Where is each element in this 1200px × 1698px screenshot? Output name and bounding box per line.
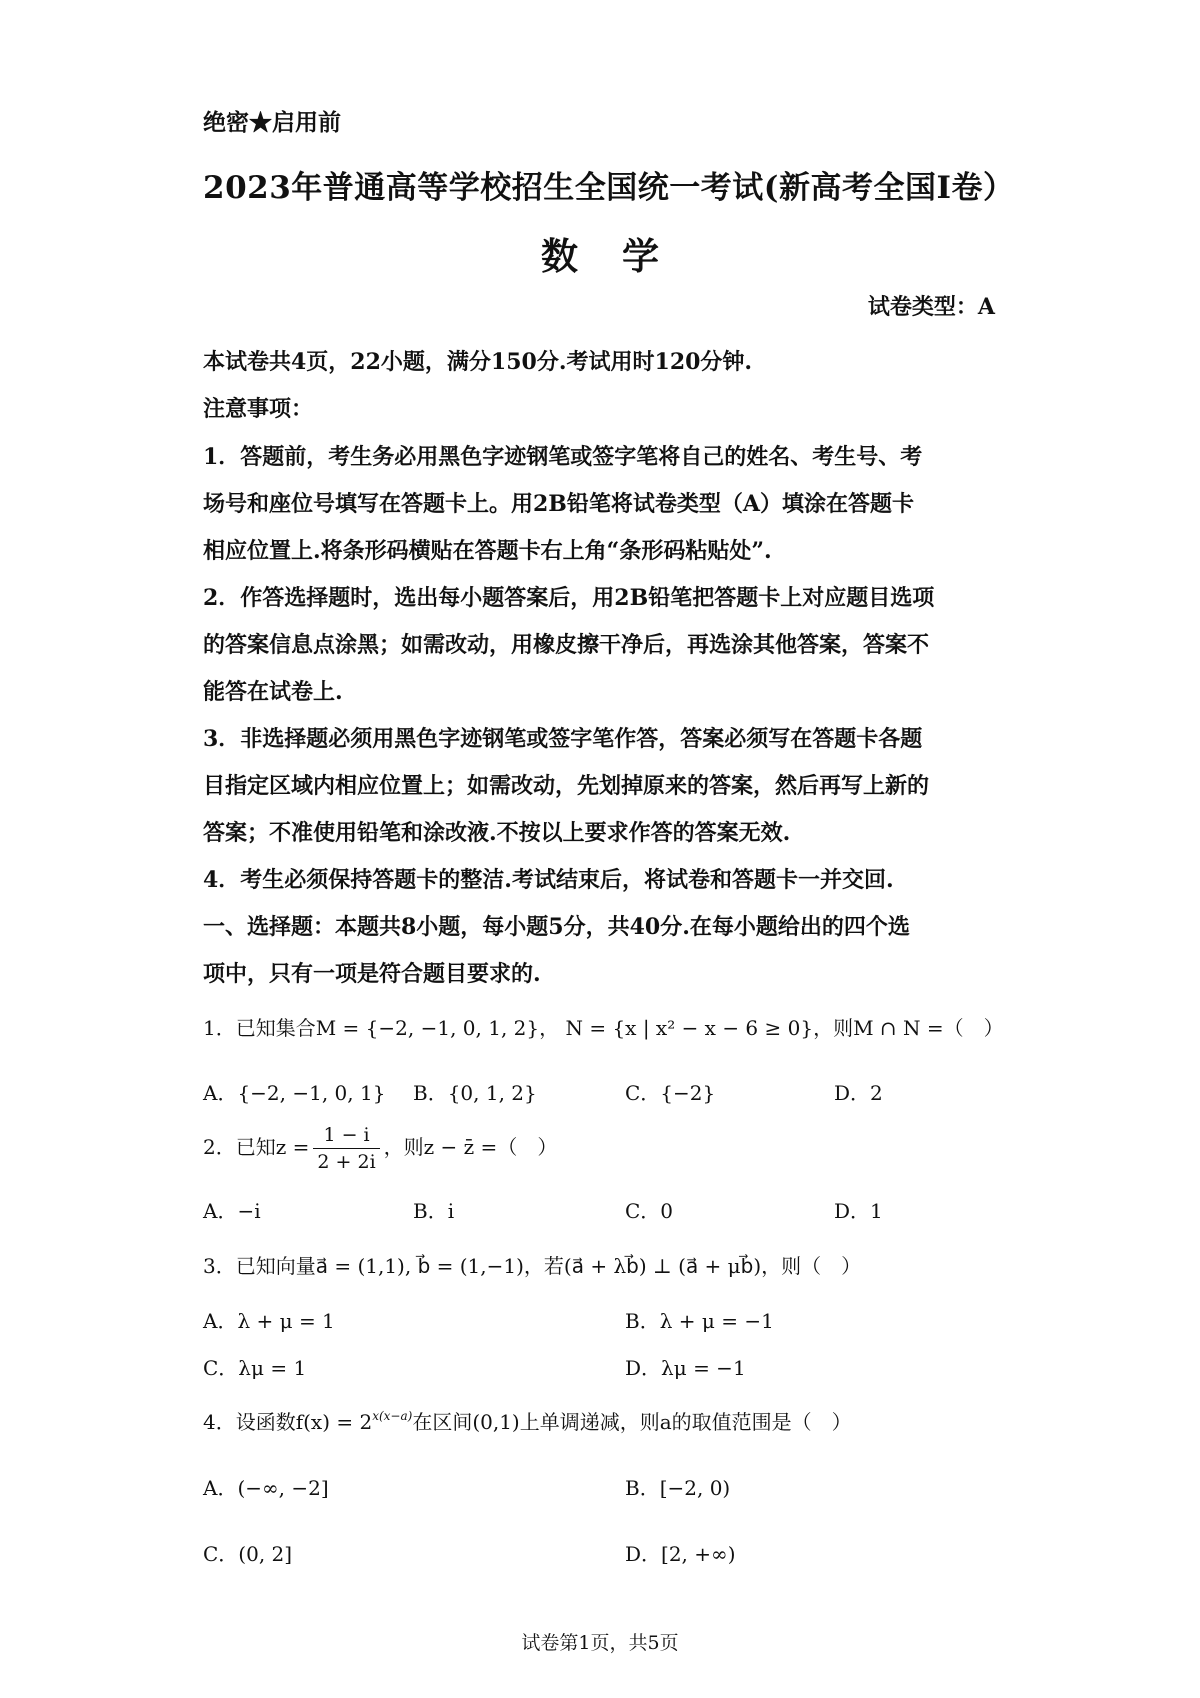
question-4-suffix: 在区间(0,1)上单调递减，则a的取值范围是（ ） [412, 1410, 852, 1434]
question-3-stem: 3．已知向量a⃗ = (1,1), b⃗ = (1,−1)，若(a⃗ + λb⃗) ⊥ (a⃗ + μb⃗)，则（ ） [203, 1254, 862, 1278]
question-3-option-c: C．λμ = 1 [203, 1356, 307, 1380]
fraction-numerator: 1 − i [313, 1124, 379, 1149]
question-2-option-d: D．1 [834, 1199, 883, 1223]
instruction-2-line-2: 的答案信息点涂黑；如需改动，用橡皮擦干净后，再选涂其他答案，答案不 [203, 632, 930, 658]
question-4-option-d: D．[2, +∞) [625, 1542, 736, 1566]
question-3-option-a: A．λ + μ = 1 [203, 1309, 335, 1333]
question-4-stem [203, 1406, 852, 1435]
section-heading-line-2: 项中，只有一项是符合题目要求的. [203, 961, 541, 987]
instruction-2-line-3: 能答在试卷上. [203, 679, 343, 705]
instruction-1-line-2: 场号和座位号填写在答题卡上。用2B铅笔将试卷类型（A）填涂在答题卡 [203, 491, 914, 517]
instruction-4-line-1: 4．考生必须保持答题卡的整洁.考试结束后，将试卷和答题卡一并交回. [203, 867, 894, 893]
question-2-fraction [313, 1124, 379, 1173]
confidential-label: 绝密★启用前 [203, 109, 341, 136]
instruction-3-line-2: 目指定区域内相应位置上；如需改动，先划掉原来的答案，然后再写上新的 [203, 773, 930, 799]
question-4-prefix: 4．设函数f(x) = 2 [203, 1410, 373, 1434]
question-2-stem [203, 1124, 557, 1173]
question-1-option-c: C．{−2} [625, 1081, 716, 1105]
question-4-option-b: B．[−2, 0) [625, 1476, 731, 1500]
instruction-3-line-3: 答案；不准使用铅笔和涂改液.不按以上要求作答的答案无效. [203, 820, 791, 846]
question-4-option-a: A．(−∞, −2] [203, 1476, 329, 1500]
question-1-option-d: D．2 [834, 1081, 883, 1105]
page-footer: 试卷第1页，共5页 [521, 1632, 679, 1654]
question-2-option-b: B．i [413, 1199, 455, 1223]
instruction-1-line-1: 1．答题前，考生务必用黑色字迹钢笔或签字笔将自己的姓名、考生号、考 [203, 444, 923, 470]
question-3-option-b: B．λ + μ = −1 [625, 1309, 774, 1333]
exam-title: 2023年普通高等学校招生全国统一考试(新高考全国I卷） [203, 170, 1015, 206]
question-1-option-b: B．{0, 1, 2} [413, 1081, 537, 1105]
instruction-3-line-1: 3．非选择题必须用黑色字迹钢笔或签字笔作答，答案必须写在答题卡各题 [203, 726, 923, 752]
question-2-prefix: 2．已知z = [203, 1135, 310, 1159]
paper-type: 试卷类型：A [867, 294, 995, 320]
question-1-option-a: A．{−2, −1, 0, 1} [203, 1081, 386, 1105]
question-1-stem: 1．已知集合M = {−2, −1, 0, 1, 2}， N = {x | x² − x − 6 ≥ 0}，则M ∩ N =（ ） [203, 1016, 1004, 1040]
question-2-option-c: C．0 [625, 1199, 674, 1223]
section-heading-line-1: 一、选择题：本题共8小题，每小题5分，共40分.在每小题给出的四个选 [203, 914, 910, 940]
instruction-1-line-3: 相应位置上.将条形码横贴在答题卡右上角“条形码粘贴处”. [203, 538, 772, 564]
question-2-option-a: A．−i [203, 1199, 261, 1223]
subject-title: 数学 [541, 234, 703, 278]
notice-heading: 注意事项： [203, 396, 314, 422]
question-4-option-c: C．(0, 2] [203, 1542, 293, 1566]
question-4-exponent: x(x−a) [372, 1409, 413, 1423]
question-3-option-d: D．λμ = −1 [625, 1356, 746, 1380]
intro-line: 本试卷共4页，22小题，满分150分.考试用时120分钟. [203, 349, 753, 375]
instruction-2-line-1: 2．作答选择题时，选出每小题答案后，用2B铅笔把答题卡上对应题目选项 [203, 585, 935, 611]
fraction-denominator: 2 + 2i [317, 1151, 376, 1173]
question-2-suffix: ，则z − z̄ =（ ） [383, 1135, 558, 1159]
